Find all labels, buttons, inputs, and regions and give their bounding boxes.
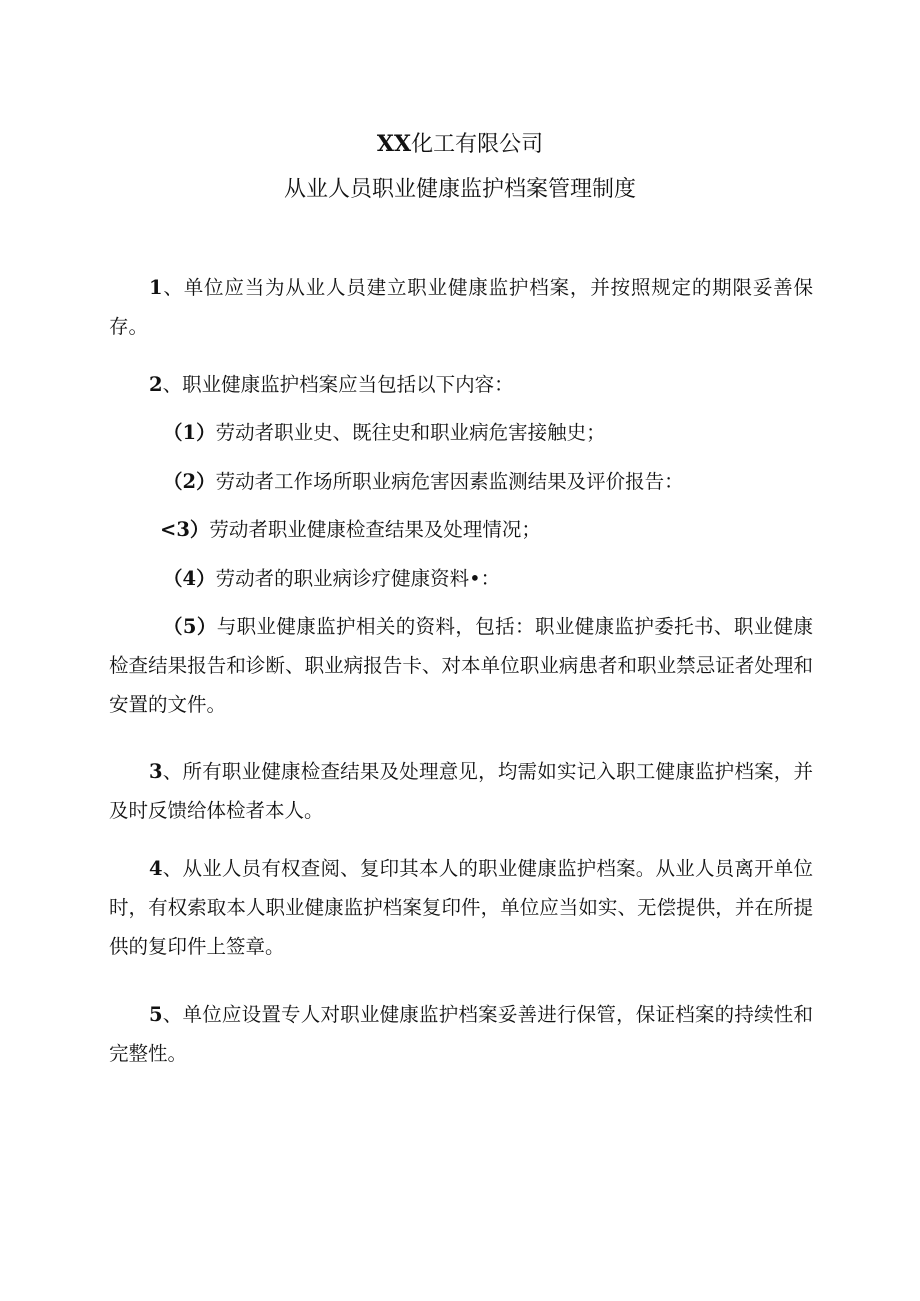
list-item-number: <3） — [160, 518, 210, 541]
company-title — [0, 129, 920, 160]
list-item-text: 劳动者职业健康检查结果及处理情况； — [209, 518, 541, 541]
list-item-5 — [109, 607, 813, 724]
paragraph-text: 、单位应当为从业人员建立职业健康监护档案，并按照规定的期限妥善保存。 — [109, 276, 813, 338]
paragraph-text: 、单位应设置专人对职业健康监护档案妥善进行保管，保证档案的持续性和完整性。 — [109, 1003, 813, 1065]
list-item-3 — [160, 510, 541, 549]
paragraph-number: 4 — [149, 857, 163, 880]
document-title: 从业人员职业健康监护档案管理制度 — [283, 177, 636, 202]
paragraph-number: 5 — [149, 1003, 163, 1026]
list-item-number: （1） — [163, 421, 216, 444]
paragraph-text: 、职业健康监护档案应当包括以下内容： — [162, 373, 514, 396]
paragraph-4 — [109, 849, 813, 966]
company-prefix: XX — [376, 131, 412, 157]
paragraph-1 — [109, 268, 813, 346]
list-item-2 — [163, 462, 684, 501]
list-item-number: （4） — [163, 567, 216, 590]
list-item-4 — [163, 559, 500, 598]
paragraph-number: 2 — [149, 373, 163, 396]
company-name: 化工有限公司 — [411, 132, 544, 157]
list-item-text: 劳动者职业史、既往史和职业病危害接触史； — [215, 421, 606, 444]
list-item-text: 劳动者工作场所职业病危害因素监测结果及评价报告： — [215, 470, 684, 493]
list-item-text: 劳动者的职业病诊疗健康资料•： — [215, 567, 501, 590]
paragraph-number: 3 — [149, 760, 163, 783]
paragraph-2 — [149, 365, 514, 404]
list-item-number: （2） — [163, 470, 216, 493]
list-item-text: 与职业健康监护相关的资料，包括：职业健康监护委托书、职业健康检查结果报告和诊断、职业病报告卡、对本单位职业病患者和职业禁忌证者处理和安置的文件。 — [109, 615, 813, 716]
paragraph-text: 、从业人员有权查阅、复印其本人的职业健康监护档案。从业人员离开单位时，有权索取本人职业健康监护档案复印件，单位应当如实、无偿提供，并在所提供的复印件上签章。 — [109, 857, 813, 958]
paragraph-number: 1 — [149, 276, 163, 299]
list-item-number: （5） — [163, 615, 217, 638]
list-item-1 — [163, 413, 606, 452]
paragraph-text: 、所有职业健康检查结果及处理意见，均需如实记入职工健康监护档案，并及时反馈给体检者本人。 — [109, 760, 813, 822]
paragraph-5 — [109, 995, 813, 1073]
paragraph-3 — [109, 752, 813, 830]
